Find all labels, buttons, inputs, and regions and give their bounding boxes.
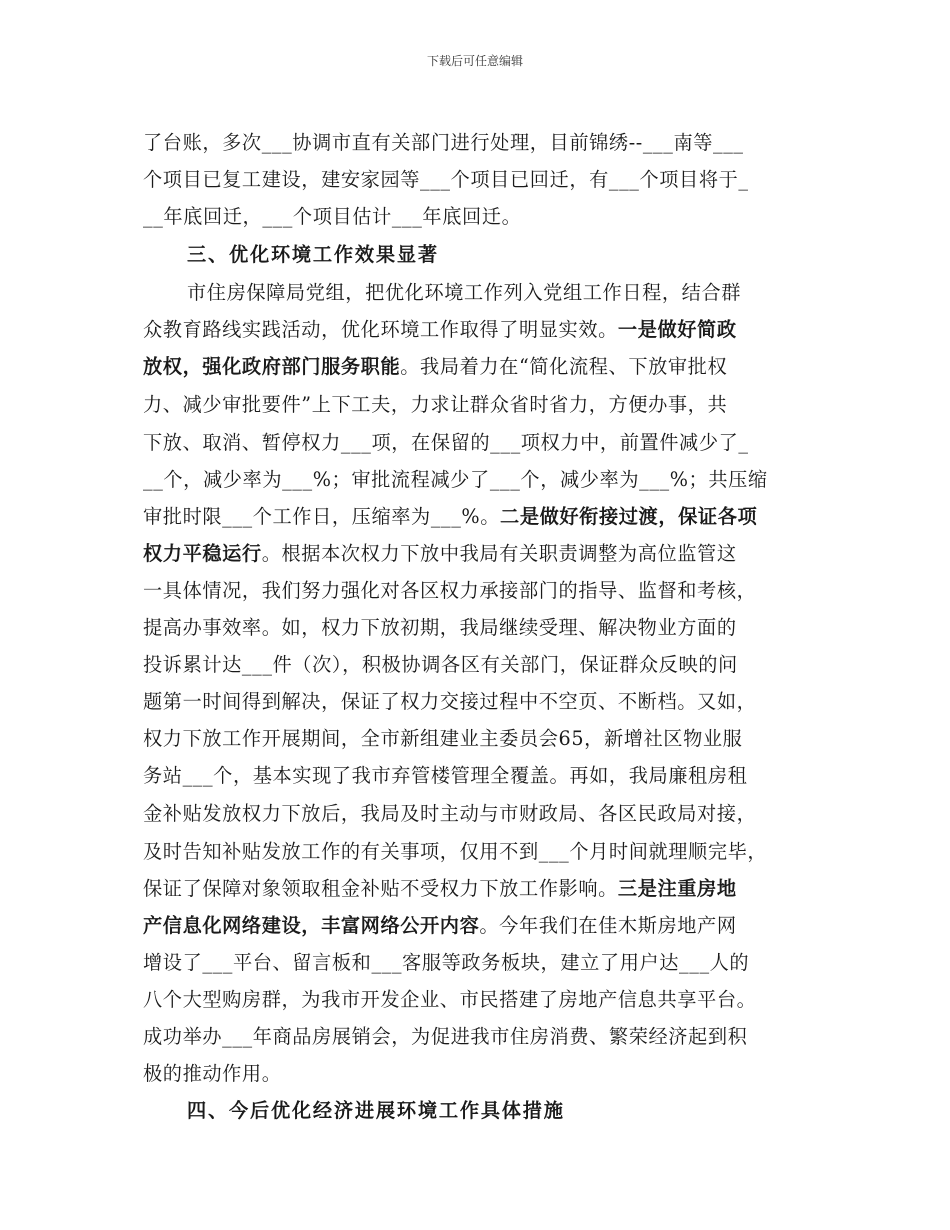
bold-phrase: 一是做好简政 — [617, 318, 737, 341]
bold-phrase: 二是做好衔接过渡，保证各项 — [500, 505, 758, 528]
text-segment: 务站___个，基本实现了我市弃管楼管理全覆盖。再如，我局廉租房租 — [143, 764, 748, 787]
text-line — [143, 650, 738, 677]
text-segment: 。今年我们在佳木斯房地产网 — [479, 914, 737, 937]
text-segment: 个项目已复工建设，建安家园等___个项目已回迁，有___个项目将于_ — [143, 168, 749, 191]
section-heading — [187, 240, 439, 267]
text-segment: 三、优化环境工作效果显著 — [187, 243, 439, 266]
text-segment: 极的推动作用。 — [143, 1062, 282, 1085]
text-segment: 投诉累计达___件（次），积极协调各区有关部门，保证群众反映的问 — [143, 653, 738, 676]
text-line — [143, 165, 749, 192]
text-segment: 八个大型购房群，为我市开发企业、市民搭建了房地产信息共享平台。 — [143, 988, 757, 1011]
bold-phrase: 三是注重房地 — [617, 877, 737, 900]
text-line — [143, 390, 727, 417]
text-segment: __个，减少率为___%；审批流程减少了___个，减少率为___%；共压缩 — [143, 468, 768, 491]
text-segment: 权力下放工作开展期间，全市新组建业主委员会65，新增社区物业服 — [143, 727, 743, 750]
text-line — [143, 502, 757, 529]
text-segment: 众教育路线实践活动，优化环境工作取得了明显实效。 — [143, 318, 618, 341]
text-segment: 题第一时间得到解决，保证了权力交接过程中不空页、不断档。又如， — [143, 690, 757, 713]
bold-phrase: 放权，强化政府部门服务职能 — [143, 355, 401, 378]
text-segment: 增设了___平台、留言板和___客服等政务板块，建立了用户达___人的 — [143, 951, 750, 974]
text-line — [143, 761, 747, 788]
text-line — [143, 1059, 282, 1086]
text-line — [143, 874, 737, 901]
text-line — [143, 613, 737, 640]
text-segment: 。根据本次权力下放中我局有关职责调整为高位监管这 — [261, 542, 737, 565]
section-heading — [187, 1096, 565, 1123]
text-segment: 了台账，多次___协调市直有关部门进行处理，目前锦绣--___南等___ — [143, 131, 744, 154]
text-line — [143, 576, 756, 603]
text-segment: 下放、取消、暂停权力___项，在保留的___项权力中，前置件减少了_ — [143, 431, 749, 454]
page-header: 下载后可任意编辑 — [426, 54, 523, 68]
text-segment: 一具体情况，我们努力强化对各区权力承接部门的指导、监督和考核， — [143, 579, 757, 602]
text-segment: 审批时限___个工作日，压缩率为___%。 — [143, 505, 501, 528]
text-line — [143, 799, 756, 826]
text-segment: 市住房保障局党组，把优化环境工作列入党组工作日程，结合群 — [187, 281, 742, 304]
text-line — [143, 202, 521, 229]
text-line — [143, 352, 727, 379]
text-line — [143, 1022, 747, 1049]
text-line — [143, 724, 742, 751]
text-segment: 及时告知补贴发放工作的有关事项，仅用不到___个月时间就理顺完毕， — [143, 840, 768, 863]
text-segment: 金补贴发放权力下放后，我局及时主动与市财政局、各区民政局对接， — [143, 802, 757, 825]
text-line — [143, 985, 756, 1012]
text-line — [143, 837, 767, 864]
text-segment: 力、减少审批要件”上下工夫，力求让群众省时省力，方便办事，共 — [143, 393, 728, 416]
text-segment: 保证了保障对象领取租金补贴不受权力下放工作影响。 — [143, 877, 618, 900]
text-line — [143, 315, 737, 342]
text-line — [143, 128, 744, 155]
text-line — [143, 948, 749, 975]
text-segment: __年底回迁，___个项目估计___年底回迁。 — [143, 205, 522, 228]
text-line — [143, 465, 768, 492]
text-line — [143, 428, 749, 455]
text-line — [187, 278, 741, 305]
text-segment: 。我局着力在“简化流程、下放审批权 — [400, 355, 728, 378]
text-line — [143, 539, 737, 566]
bold-phrase: 权力平稳运行 — [143, 542, 262, 565]
text-line — [143, 911, 737, 938]
text-segment: 提高办事效率。如，权力下放初期，我局继续受理、解决物业方面的 — [143, 616, 737, 639]
text-line — [143, 687, 756, 714]
bold-phrase: 产信息化网络建设，丰富网络公开内容 — [143, 914, 480, 937]
text-segment: 四、今后优化经济进展环境工作具体措施 — [187, 1099, 565, 1122]
text-segment: 成功举办___年商品房展销会，为促进我市住房消费、繁荣经济起到积 — [143, 1025, 748, 1048]
